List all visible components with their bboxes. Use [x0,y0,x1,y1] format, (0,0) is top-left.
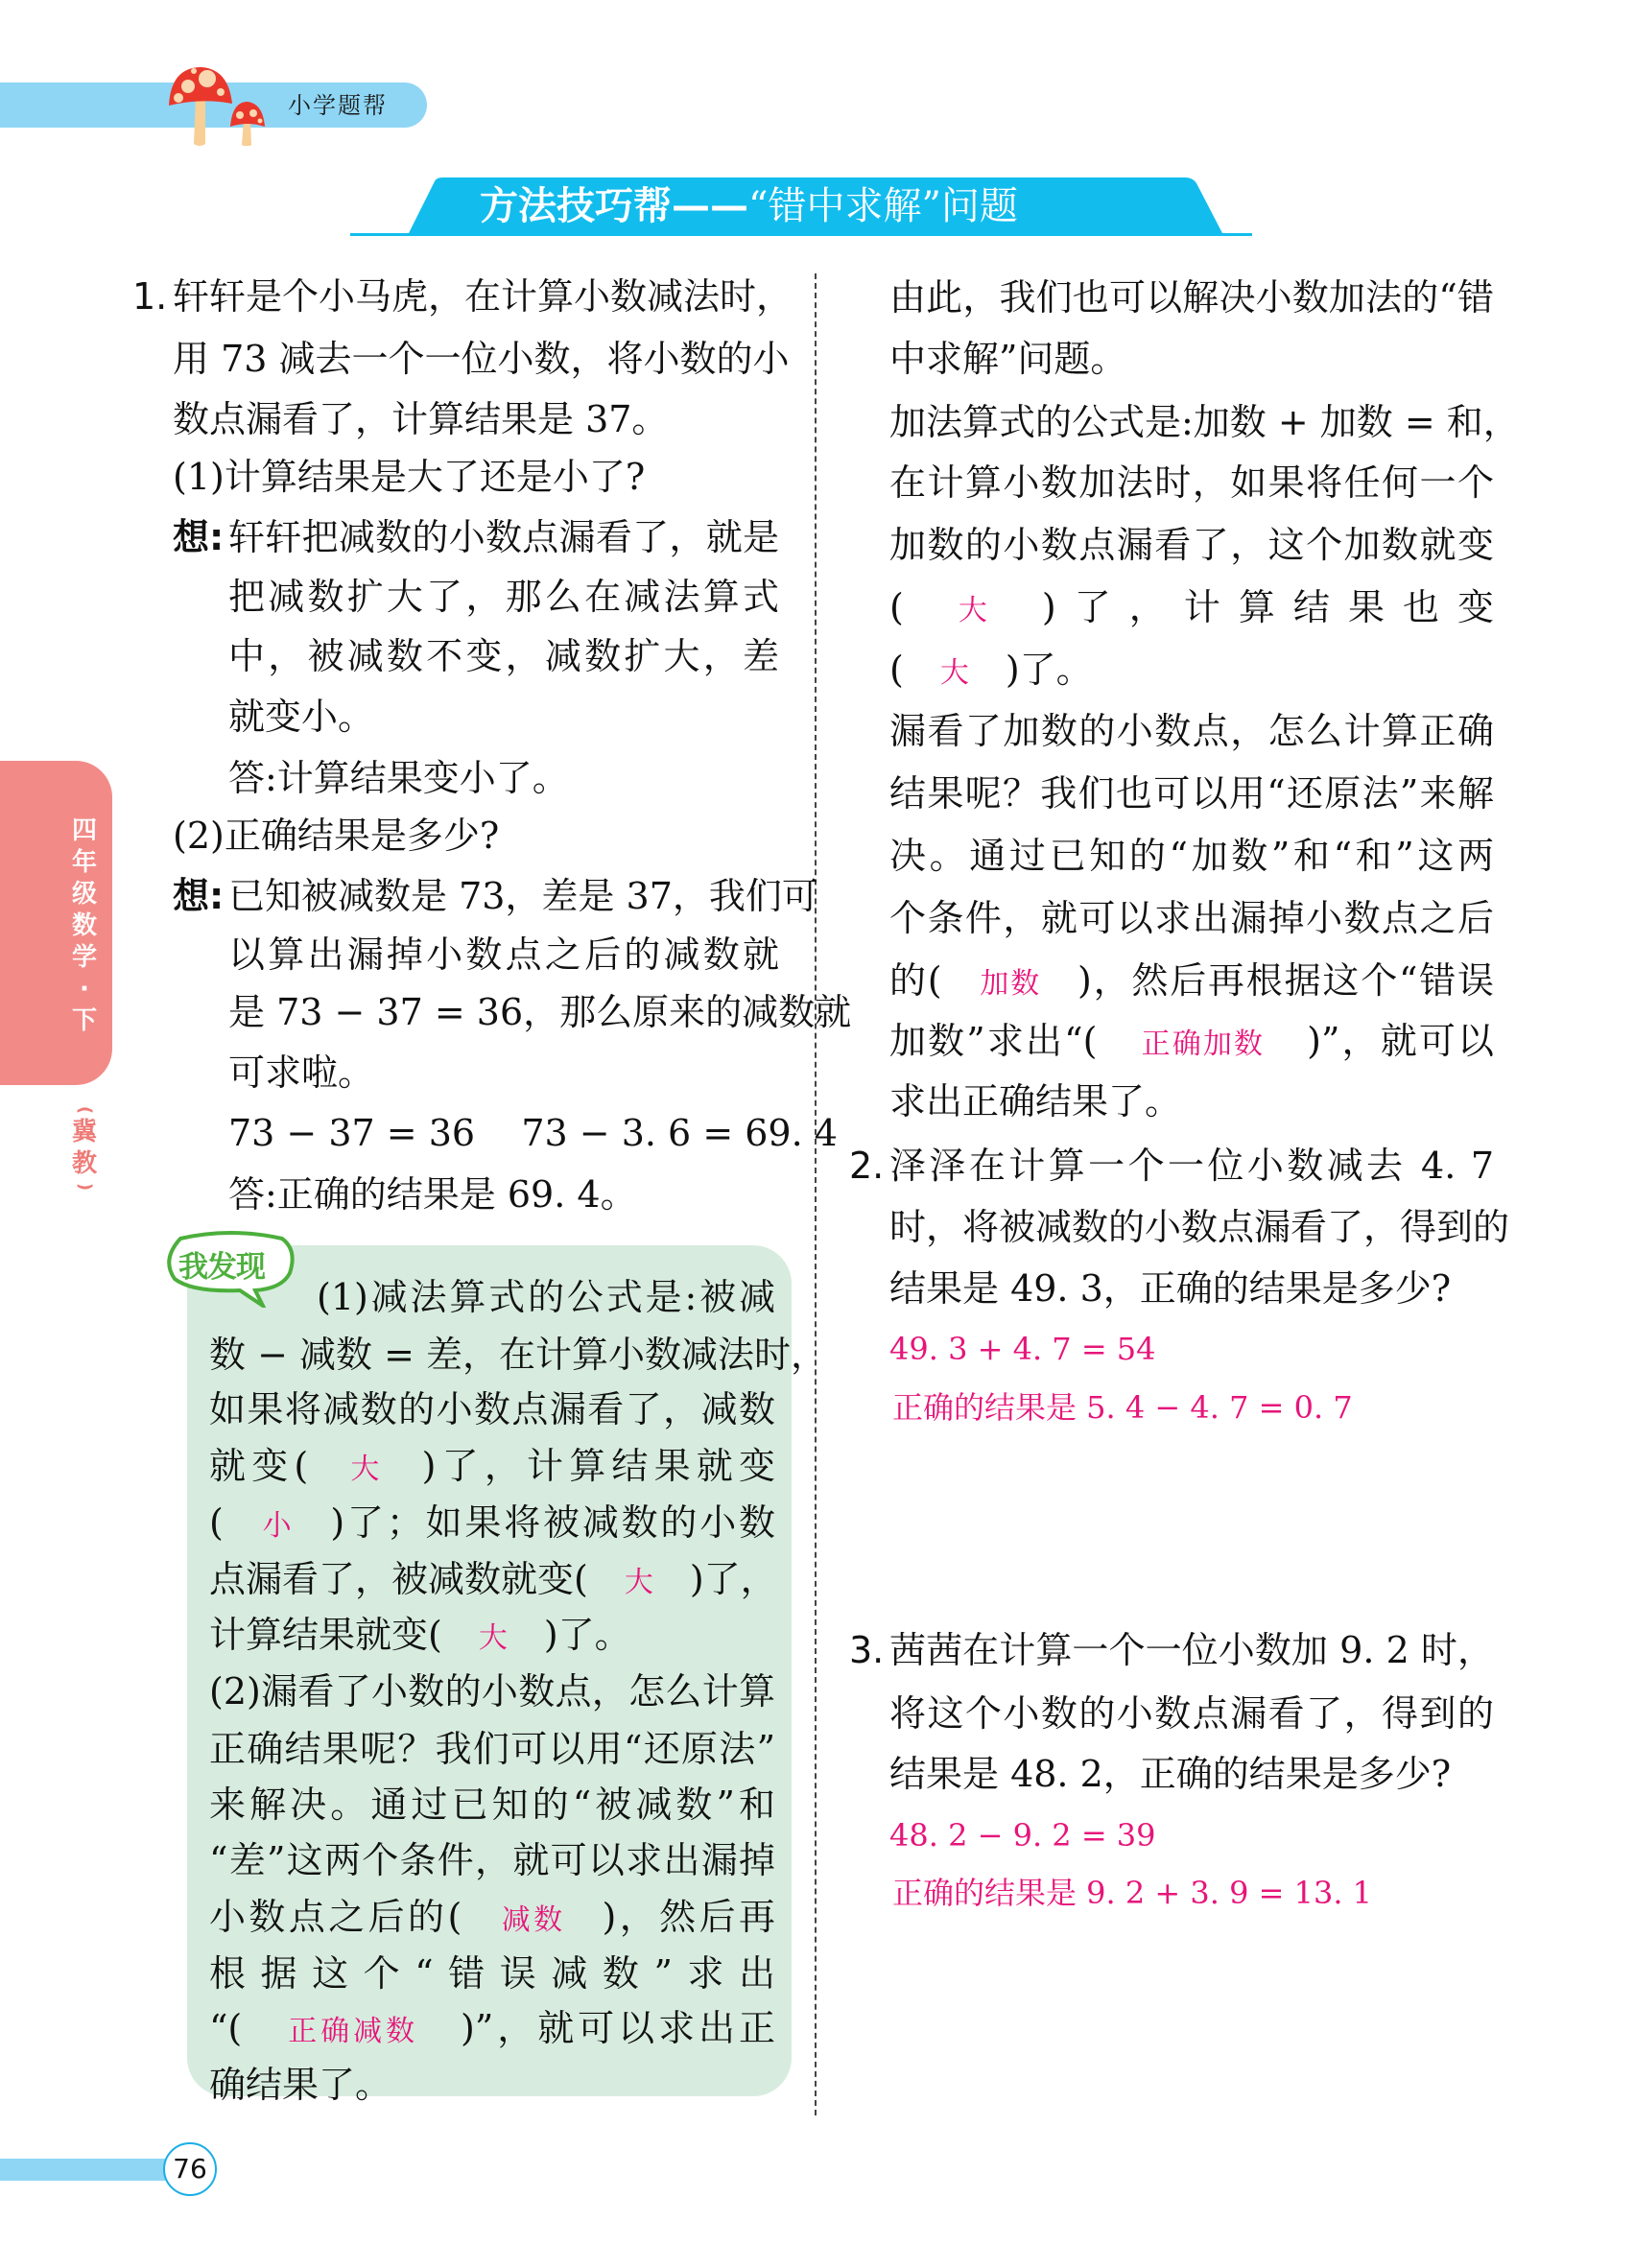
text-line [889,585,1494,633]
q2-answer-line: 49. 3 + 4. 7 = 54 [889,1331,1156,1367]
line-text: (1)减法算式的公式是:被减 [317,1276,775,1318]
fill-in-answer: 大 [939,594,1006,627]
text-line [209,1669,775,1713]
q3-answer-line: 正确的结果是 9. 2 + 3. 9 = 13. 1 [892,1875,1373,1911]
q2-line: 泽泽在计算一个一位小数减去 4. 7 [889,1145,1494,1187]
brand-label: 小学题帮 [288,92,388,119]
text-line [209,1838,775,1882]
line-text: 结果呢？我们也可以用“还原法”来解 [889,772,1494,815]
think-line: 中，被减数不变，减数扩大，差 [228,635,779,677]
line-text: )”，就可以求出正 [461,2007,775,2049]
text-line [889,896,1494,940]
text-line [209,1500,775,1548]
think-line: 是 73 − 37 = 36，那么原来的减数就 [228,991,852,1033]
line-text: )了。 [1005,649,1093,691]
text-line [209,1444,775,1492]
page-number: 76 [163,2142,217,2196]
line-text: 加数的小数点漏看了，这个加数就变 [889,524,1494,566]
text-line [889,1019,1494,1067]
line-text: 如果将减数的小数点漏看了，减数 [209,1388,775,1430]
bracket-open: ( [75,1105,95,1115]
line-text: 确结果了。 [209,2064,392,2106]
q1-line: 轩轩是个小马虎，在计算小数减法时， [173,275,793,318]
q2-line: 结果是 49. 3，正确的结果是多少? [889,1267,1452,1310]
text-line [889,958,1494,1006]
line-text: 根据这个“错误减数”求出 [209,1952,775,1995]
fill-in-answer: 减数 [498,1903,566,1937]
text-line [889,1079,1494,1123]
text-line [209,1613,775,1661]
line-text: )了；如果将被减数的小数 [330,1501,776,1544]
q1-part2-question: (2)正确结果是多少? [173,815,500,857]
text-line [209,1727,775,1771]
think-line: 就变小。 [228,696,375,738]
grade-label: 四年级数学·下 [71,816,97,1035]
line-text: )了， [689,1558,777,1600]
question-number: 3. [849,1629,885,1671]
think-line: 可求啦。 [228,1051,375,1094]
discovery-badge: 我发现 [178,1250,265,1285]
answer-line: 答:计算结果变小了。 [228,757,569,799]
think-line: 把减数扩大了，那么在减法算式 [228,576,779,618]
q3-line: 结果是 48. 2，正确的结果是多少? [889,1753,1452,1795]
line-text: )了。 [543,1614,631,1656]
footer-bar [0,2159,168,2181]
text-line [317,1275,775,1319]
text-line [209,1557,775,1605]
line-text: 由此，我们也可以解决小数加法的“错 [889,276,1494,319]
line-text: 决。通过已知的“加数”和“和”这两 [889,835,1494,877]
text-line [889,709,1494,753]
think-label: 想: [173,516,225,558]
question-number: 1. [132,275,168,318]
text-line [209,1333,827,1377]
page-title [480,182,1018,230]
line-text: ( [889,649,904,691]
fill-in-answer: 大 [344,1453,386,1486]
text-line [209,2063,775,2107]
line-text: (2)漏看了小数的小数点，怎么计算 [209,1670,775,1713]
line-text: )了，计算结果就变 [421,1445,775,1487]
text-line [209,1387,775,1431]
text-line [209,1951,775,1996]
line-text: “( [209,2007,243,2049]
text-line [889,771,1494,815]
text-line [889,523,1494,567]
fill-in-answer: 正确减数 [284,2015,419,2048]
think-line: 已知被减数是 73，差是 37，我们可 [228,875,818,917]
line-text: 小数点之后的( [209,1896,462,1938]
q3-line: 将这个小数的小数点漏看了，得到的 [889,1692,1494,1735]
title-sub: “错中求解”问题 [748,184,1018,228]
line-text: 正确结果呢？我们可以用“还原法” [209,1728,775,1770]
text-line [889,400,1520,444]
title-main: 方法技巧帮—— [480,184,748,228]
mushroom-icon [165,59,275,146]
column-divider [815,273,817,2115]
fill-in-answer: 大 [624,1566,653,1599]
calc-line: 73 − 37 = 36 73 − 3. 6 = 69. 4 [228,1112,838,1154]
line-text: )了，计算结果也变 [1041,586,1495,628]
line-text: 加数”求出“( [889,1020,1098,1062]
think-line: 轩轩把减数的小数点漏看了，就是 [228,516,779,558]
edition-text: 冀教 [71,1118,97,1178]
line-text: 计算结果就变( [209,1614,442,1656]
line-text: )，然后再根据这个“错误 [1077,959,1494,1002]
q1-part1-question: (1)计算结果是大了还是小了? [173,456,646,498]
line-text: ( [209,1501,224,1544]
fill-in-answer: 加数 [978,967,1042,1001]
line-text: 在计算小数加法时，如果将任何一个 [889,461,1494,504]
answer-line: 答:正确的结果是 69. 4。 [228,1173,637,1216]
text-line [209,2006,775,2054]
line-text: “差”这两个条件，就可以求出漏掉 [209,1839,775,1881]
think-label: 想: [173,875,225,917]
text-line [889,337,1494,381]
bracket-close: ) [75,1182,95,1192]
q1-line: 用 73 减去一个一位小数，将小数的小 [173,338,790,380]
line-text: 加法算式的公式是:加数 + 加数 = 和， [889,401,1520,443]
text-line [889,834,1494,878]
line-text: 就变( [209,1445,309,1487]
line-text: 数 − 减数 = 差，在计算小数减法时， [209,1334,827,1376]
q3-line: 茜茜在计算一个一位小数加 9. 2 时， [889,1629,1494,1671]
fill-in-answer: 小 [259,1509,295,1543]
line-text: 中求解”问题。 [889,338,1127,380]
line-text: )”，就可以 [1307,1020,1494,1062]
q2-answer-line: 正确的结果是 5. 4 − 4. 7 = 0. 7 [892,1389,1353,1426]
fill-in-answer: 大 [939,656,969,690]
line-text: 求出正确结果了。 [889,1080,1182,1122]
text-line [209,1895,775,1943]
fill-in-answer: 正确加数 [1139,1028,1266,1061]
q3-answer-line: 48. 2 − 9. 2 = 39 [889,1817,1156,1854]
line-text: 点漏看了，被减数就变( [209,1558,588,1600]
q2-line: 时，将被减数的小数点漏看了，得到的 [889,1206,1510,1248]
fill-in-answer: 大 [478,1621,508,1655]
line-text: 的( [889,959,942,1002]
line-text: 个条件，就可以求出漏掉小数点之后 [889,897,1494,939]
text-line [889,275,1494,319]
line-text: )，然后再 [602,1896,776,1938]
q1-line: 数点漏看了，计算结果是 37。 [173,398,669,440]
line-text: ( [889,586,904,628]
think-line: 以算出漏掉小数点之后的减数就 [228,933,779,976]
edition-label [69,1103,100,1193]
text-line [889,461,1494,505]
line-text: 漏看了加数的小数点，怎么计算正确 [889,710,1494,752]
text-line [889,648,1093,696]
question-number: 2. [849,1145,885,1187]
line-text: 来解决。通过已知的“被减数”和 [209,1784,775,1826]
text-line [209,1783,775,1827]
